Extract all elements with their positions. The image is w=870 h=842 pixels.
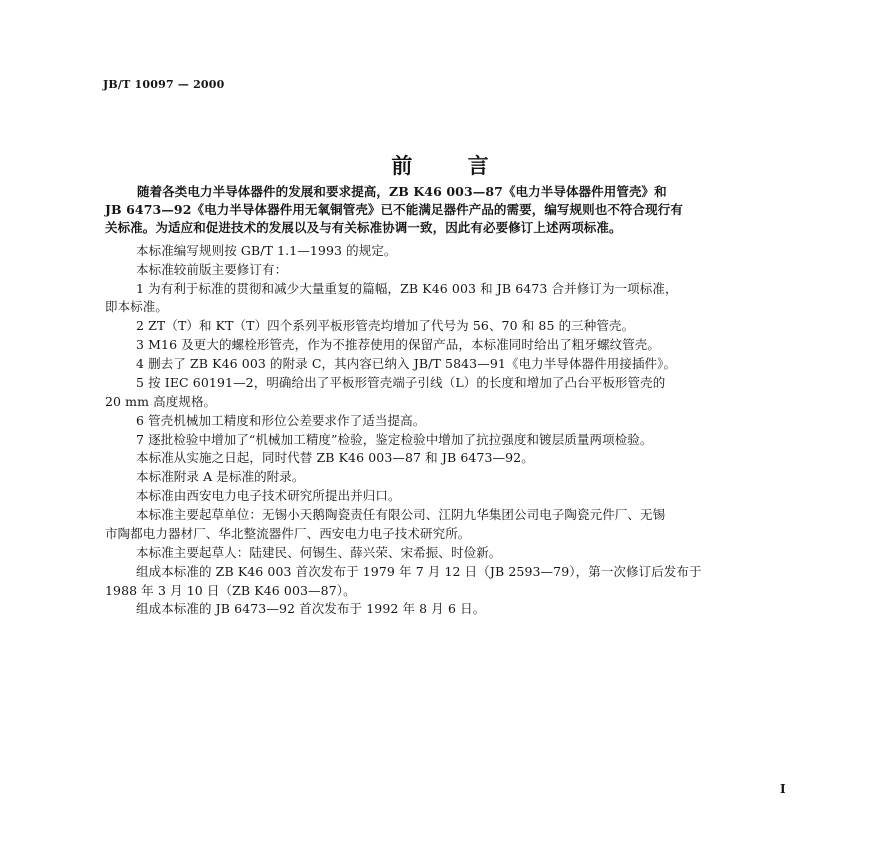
paragraph-line: 组成本标准的 ZB K46 003 首次发布于 1979 年 7 月 12 日（JB 2593—79），第一次修订后发布于 [136, 564, 702, 579]
paragraph-line: 1 为有利于标准的贯彻和减少大量重复的篇幅，ZB K46 003 和 JB 6473 合并修订为一项标准， [136, 281, 678, 296]
paragraph-line: 7 逐批检验中增加了“机械加工精度”检验，鉴定检验中增加了抗拉强度和镀层质量两项检验。 [136, 432, 653, 447]
paragraph-line: 本标准主要起草单位：无锡小天鹅陶瓷责任有限公司、江阴九华集团公司电子陶瓷元件厂、无锡 [136, 507, 666, 522]
paragraph-line: 组成本标准的 JB 6473—92 首次发布于 1992 年 8 月 6 日。 [136, 601, 486, 616]
paragraph-line: 市陶都电力器材厂、华北整流器件厂、西安电力电子技术研究所。 [105, 526, 471, 541]
page-title: 前 言 [391, 153, 513, 178]
paragraph-line: 本标准附录 A 是标准的附录。 [136, 469, 305, 484]
paragraph-line: 本标准主要起草人：陆建民、何锡生、薛兴荣、宋希振、时俭新。 [136, 545, 502, 560]
paragraph-line: 关标准。为适应和促进技术的发展以及与有关标准协调一致，因此有必要修订上述两项标准。 [105, 220, 622, 235]
paragraph-line: 5 按 IEC 60191—2，明确给出了平板形管壳端子引线（L）的长度和增加了凸台平板形管壳的 [136, 375, 666, 390]
paragraph-line: 20 mm 高度规格。 [105, 394, 217, 409]
document-code: JB/T 10097 — 2000 [103, 78, 225, 91]
paragraph-line: 本标准从实施之日起，同时代替 ZB K46 003—87 和 JB 6473—92。 [136, 450, 534, 465]
paragraph-line: JB 6473—92《电力半导体器件用无氧铜管壳》已不能满足器件产品的需要，编写规则也不符合现行有 [105, 202, 683, 217]
paragraph-line: 1988 年 3 月 10 日（ZB K46 003—87）。 [105, 583, 356, 598]
paragraph-line: 4 删去了 ZB K46 003 的附录 C，其内容已纳入 JB/T 5843—91《电力半导体器件用接插件》。 [136, 356, 677, 371]
paragraph-line: 2 ZT（T）和 KT（T）四个系列平板形管壳均增加了代号为 56、70 和 85 的三种管壳。 [136, 318, 635, 333]
paragraph-line: 即本标准。 [105, 299, 169, 314]
paragraph-line: 随着各类电力半导体器件的发展和要求提高，ZB K46 003—87《电力半导体器件用管壳》和 [137, 184, 667, 199]
paragraph-line: 本标准由西安电力电子技术研究所提出并归口。 [136, 488, 401, 503]
paragraph-line: 3 M16 及更大的螺栓形管壳，作为不推荐使用的保留产品，本标准同时给出了粗牙螺纹管壳。 [136, 337, 661, 352]
paragraph-line: 本标准编写规则按 GB/T 1.1—1993 的规定。 [136, 243, 397, 258]
paragraph-line: 本标准较前版主要修订有： [136, 262, 288, 277]
paragraph-line: 6 管壳机械加工精度和形位公差要求作了适当提高。 [136, 413, 426, 428]
page-number: I [780, 782, 786, 796]
